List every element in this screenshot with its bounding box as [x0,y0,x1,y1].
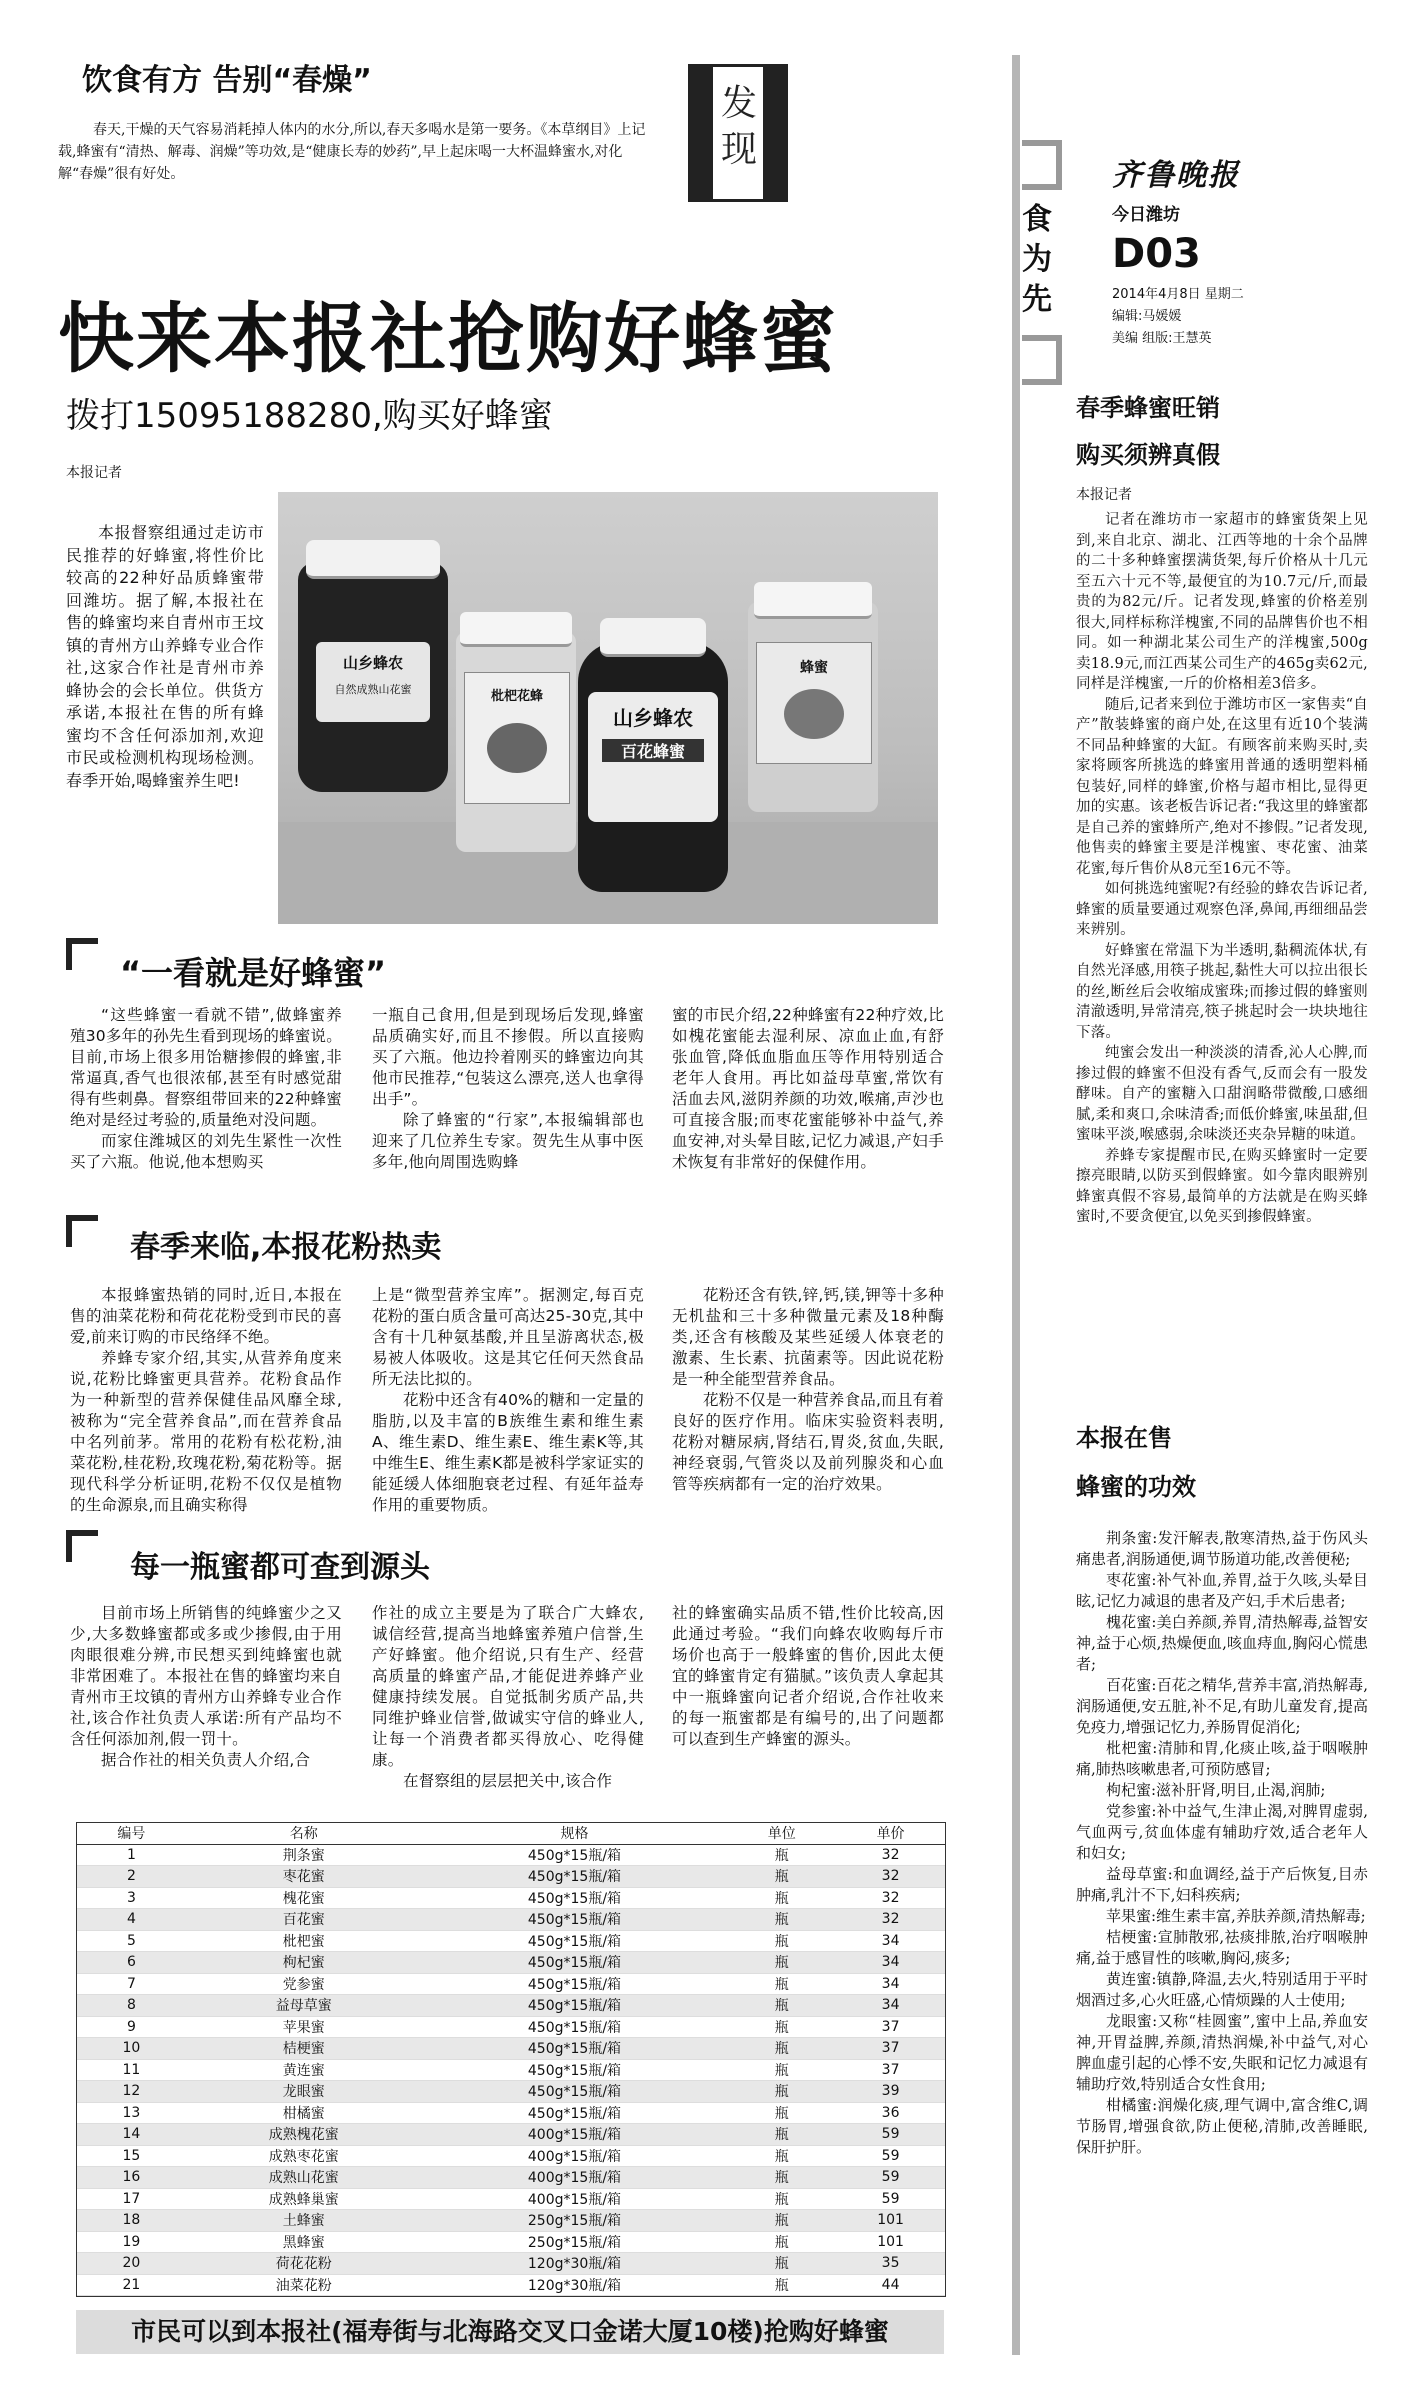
price-table-wrap [76,1822,946,2297]
jar-1-label: 山乡蜂农 [342,654,403,672]
section-2-p3: 上是“微型营养宝库”。据测定,每百克花粉的蛋白质含量可高达25-30克,其中含有十几种氨基酸,并且呈游离状态,极易被人体吸收。这是其它任何天然食品所无法比拟的。 [372,1286,644,1388]
section-1-p2: 而家住潍城区的刘先生紧性一次性买了六瓶。他说,他本想购买 [70,1132,342,1171]
sidebar-body [1076,510,1368,1228]
section-2-col-2 [372,1285,644,1516]
table-cell: 5 [77,1930,186,1952]
fret-ornament-top [1022,140,1062,190]
efficacy-block [1076,1418,1368,2158]
art-credit: 美编 组版:王慧英 [1112,331,1212,346]
table-cell: 成熟槐花蜜 [186,2124,422,2146]
table-row [77,1844,945,1866]
table-cell: 瓶 [727,2145,836,2167]
table-cell: 瓶 [727,1952,836,1974]
table-cell: 450g*15瓶/箱 [422,2102,728,2124]
list-item: 桔梗蜜:宣肺散邪,祛痰排脓,治疗咽喉肿痛,益于感冒性的咳嗽,胸闷,痰多; [1076,1928,1368,1967]
jar-4 [748,602,878,812]
section-2-p1: 本报蜂蜜热销的同时,近日,本报在售的油菜花粉和荷花花粉受到市民的喜爱,前来订购的市民络绎不绝。 [70,1286,342,1346]
table-cell: 6 [77,1952,186,1974]
table-cell: 37 [836,2038,945,2060]
table-cell: 101 [836,2210,945,2232]
table-cell: 槐花蜜 [186,1887,422,1909]
promo-text: 春天,干燥的天气容易消耗掉人体内的水分,所以,春天多喝水是第一要务。《本草纲目》上记载,蜂蜜有“清热、解毒、润燥”等功效,是“健康长寿的妙药”,早上起床喝一大杯温蜂蜜水,对化解“春燥”很有好处。 [58,122,646,182]
section-2-p2: 养蜂专家介绍,其实,从营养角度来说,花粉比蜂蜜更具营养。花粉食品作为一种新型的营养保健佳品风靡全球,被称为“完全营养食品”,而在营养食品中名列前茅。常用的花粉有松花粉,油菜花粉,桂花粉,玫瑰花粉,菊花粉等。据现代科学分析证明,花粉不仅仅是植物的生命源泉,而且确实称得 [70,1349,342,1514]
section-3-col-2 [372,1603,644,1792]
section-3-title: 每一瓶蜜都可查到源头 [130,1550,430,1585]
jar-3-sub: 百花蜂蜜 [602,739,704,762]
table-cell: 8 [77,1995,186,2017]
table-cell: 32 [836,1909,945,1931]
jar-2 [456,632,576,852]
list-item: 龙眼蜜:又称“桂圆蜜”,蜜中上品,养血安神,开胃益脾,养颜,清热润燥,补中益气,对心脾血虚引起的心悸不安,失眠和记忆力减退有辅助疗效,特别适合女性食用; [1076,2012,1368,2093]
masthead [1112,150,1352,346]
table-cell: 44 [836,2274,945,2296]
table-cell: 400g*15瓶/箱 [422,2124,728,2146]
table-cell: 瓶 [727,2038,836,2060]
table-header-cell: 单价 [836,1823,945,1844]
table-cell: 党参蜜 [186,1973,422,1995]
list-item: 荆条蜜:发汗解表,散寒清热,益于伤风头痛患者,润肠通便,调节肠道功能,改善便秘; [1076,1529,1368,1568]
table-row [77,1995,945,2017]
table-cell: 土蜂蜜 [186,2210,422,2232]
section-3-p1: 目前市场上所销售的纯蜂蜜少之又少,大多数蜂蜜都或多或少掺假,由于用肉眼很难分辨,市民想买到纯蜂蜜也就非常困难了。本报社在售的蜂蜜均来自青州市王坟镇的青州方山养蜂专业合作社,该合作社负责人承诺:所有产品均不含任何添加剂,假一罚十。 [70,1604,342,1748]
edition-name: 今日潍坊 [1112,205,1180,225]
table-cell: 桔梗蜜 [186,2038,422,2060]
table-cell: 荆条蜜 [186,1844,422,1866]
section-1-corner [66,938,98,970]
table-cell: 17 [77,2188,186,2210]
table-cell: 450g*15瓶/箱 [422,1930,728,1952]
table-cell: 枇杷蜜 [186,1930,422,1952]
table-cell: 益母草蜜 [186,1995,422,2017]
table-cell: 荷花花粉 [186,2253,422,2275]
table-row [77,2253,945,2275]
table-cell: 450g*15瓶/箱 [422,1844,728,1866]
table-cell: 37 [836,2059,945,2081]
table-cell: 瓶 [727,2016,836,2038]
table-cell: 32 [836,1866,945,1888]
column-name: 食为先 [1022,202,1052,317]
seal-text: 发现 [721,83,758,170]
honey-photo [278,492,938,924]
sidebar-p2: 随后,记者来到位于潍坊市区一家售卖“自产”散装蜂蜜的商户处,在这里有近10个装满不同品种蜂蜜的大缸。有顾客前来购买时,卖家将顾客所挑选的蜂蜜用普通的透明塑料桶包装好,同样的蜂蜜,价格与超市相比,显得更加的实惠。该老板告诉记者:“我这里的蜂蜜都是自己养的蜜蜂所产,绝对不掺假。”记者发现,他售卖的蜂蜜主要是洋槐蜜、枣花蜜、油菜花蜜,每斤售价从8元至16元不等。 [1076,696,1368,877]
table-cell: 1 [77,1844,186,1866]
jar-2-label: 枇杷花蜂 [490,689,543,704]
table-cell: 2 [77,1866,186,1888]
table-row [77,2188,945,2210]
table-row [77,2038,945,2060]
table-row [77,2145,945,2167]
section-1-p3: 一瓶自己食用,但是到现场后发现,蜂蜜品质确实好,而且不掺假。所以直接购买了六瓶。他边拎着刚买的蜂蜜边向其他市民推荐,“包装这么漂亮,送人也拿得出手”。 [372,1006,644,1108]
jar-3-label: 山乡蜂农 [613,706,693,730]
section-3-corner [66,1530,98,1562]
table-cell: 瓶 [727,2188,836,2210]
section-3-p4: 在督察组的层层把关中,该合作 [403,1772,613,1790]
vertical-rule [1012,55,1020,2355]
table-cell: 59 [836,2188,945,2210]
list-item: 柑橘蜜:润燥化痰,理气调中,富含维C,调节肠胃,增强食欲,防止便秘,清肺,改善睡眠,保肝护肝。 [1076,2096,1368,2156]
table-cell: 13 [77,2102,186,2124]
table-cell: 18 [77,2210,186,2232]
list-item: 槐花蜜:美白养颜,养胃,清热解毒,益智安神,益于心烦,热燥便血,咳血痔血,胸闷心慌患者; [1076,1613,1368,1673]
jar-3 [578,642,728,892]
table-row [77,2274,945,2296]
section-1-p1: “这些蜂蜜一看就不错”,做蜂蜜养殖30多年的孙先生看到现场的蜂蜜说。目前,市场上很多用饴糖掺假的蜂蜜,非常逼真,香气也很浓郁,甚至有时感觉甜得有些刺鼻。督察组带回来的22种蜂蜜绝对是经过考验的,质量绝对没问题。 [70,1006,342,1129]
table-row [77,1887,945,1909]
fret-ornament-bottom [1022,335,1062,385]
table-row [77,1952,945,1974]
jar-1-sub: 自然成熟山花蜜 [334,683,412,696]
table-cell: 15 [77,2145,186,2167]
sidebar [1076,388,1368,1228]
efficacy-title-2: 蜂蜜的功效 [1076,1473,1196,1501]
footer-banner: 市民可以到本报社(福寿街与北海路交叉口金诺大厦10楼)抢购好蜂蜜 [76,2310,944,2354]
table-cell: 瓶 [727,2274,836,2296]
table-cell: 瓶 [727,2253,836,2275]
section-2-p5: 花粉还含有铁,锌,钙,镁,钾等十多种无机盐和三十多种微量元素及18种酶类,还含有核酸及某些延缓人体衰老的激素、生长素、抗菌素等。因此说花粉是一种全能型营养食品。 [672,1286,944,1388]
table-cell: 瓶 [727,2081,836,2103]
sidebar-p3: 如何挑选纯蜜呢?有经验的蜂农告诉记者,蜂蜜的质量要通过观察色泽,鼻闻,再细细品尝来辨别。 [1076,881,1368,938]
section-3-p3: 作社的成立主要是为了联合广大蜂农,诚信经营,提高当地蜂蜜养殖户信誉,生产好蜂蜜。他介绍说,只有生产、经营高质量的蜂蜜产品,才能促进养蜂产业健康持续发展。自觉抵制劣质产品,共同维护蜂业信誉,做诚实守信的蜂业人,让每一个消费者都买得放心、吃得健康。 [372,1604,644,1769]
list-item: 黄连蜜:镇静,降温,去火,特别适用于平时烟酒过多,心火旺盛,心情烦躁的人士使用; [1076,1970,1368,2009]
table-cell: 19 [77,2231,186,2253]
table-cell: 250g*15瓶/箱 [422,2210,728,2232]
table-header-cell: 单位 [727,1823,836,1844]
table-header-cell: 规格 [422,1823,728,1844]
table-cell: 32 [836,1844,945,1866]
section-2-p6: 花粉不仅是一种营养食品,而且有着良好的医疗作用。临床实验资料表明,花粉对糖尿病,肾结石,胃炎,贫血,失眠,神经衰弱,气管炎以及前列腺炎和心血管等疾病都有一定的治疗效果。 [672,1391,944,1493]
promo-block [58,55,658,185]
table-cell: 450g*15瓶/箱 [422,1952,728,1974]
table-cell: 120g*30瓶/箱 [422,2274,728,2296]
section-1-p4: 除了蜂蜜的“行家”,本报编辑部也迎来了几位养生专家。贺先生从事中医多年,他向周围选购蜂 [372,1111,644,1171]
table-cell: 450g*15瓶/箱 [422,1887,728,1909]
table-cell: 120g*30瓶/箱 [422,2253,728,2275]
table-row [77,2081,945,2103]
table-row [77,2124,945,2146]
table-cell: 59 [836,2167,945,2189]
table-cell: 101 [836,2231,945,2253]
section-1-col-2 [372,1005,644,1173]
list-item: 枣花蜜:补气补血,养胃,益于久咳,头晕目眩,记忆力减退的患者及产妇,手术后患者; [1076,1571,1368,1610]
table-row [77,1930,945,1952]
table-cell: 百花蜜 [186,1909,422,1931]
table-cell: 59 [836,2124,945,2146]
section-3-col-3 [672,1603,944,1750]
jar-4-label: 蜂蜜 [800,660,828,676]
price-table [77,1823,945,2296]
table-cell: 瓶 [727,1866,836,1888]
section-2-p4: 花粉中还含有40%的糖和一定量的脂肪,以及丰富的B族维生素和维生素A、维生素D、维生素E、维生素K等,其中维生E、维生素K都是被科学家证实的能延缓人体细胞衰老过程、有延年益寿作用的重要物质。 [372,1391,644,1514]
sidebar-title-1: 春季蜂蜜旺销 [1076,394,1220,422]
section-1-col-3 [672,1005,944,1173]
table-cell: 20 [77,2253,186,2275]
section-1-col-1 [70,1005,342,1173]
list-item: 枇杷蜜:清肺和胃,化痰止咳,益于咽喉肿痛,肺热咳嗽患者,可预防感冒; [1076,1739,1368,1778]
table-cell: 39 [836,2081,945,2103]
jar-1 [298,562,448,792]
sidebar-p4: 好蜂蜜在常温下为半透明,黏稠流体状,有自然光泽感,用筷子挑起,黏性大可以拉出很长的丝,断丝后会收缩成蜜珠;而掺过假的蜂蜜则清澈透明,异常清亮,筷子挑起时会一块块地往下落。 [1076,942,1368,1041]
promo-title: 饮食有方 告别“春燥” [82,63,372,98]
table-cell: 450g*15瓶/箱 [422,2038,728,2060]
table-row [77,2231,945,2253]
table-cell: 瓶 [727,2210,836,2232]
table-cell: 4 [77,1909,186,1931]
table-cell: 瓶 [727,2124,836,2146]
section-3-col-1 [70,1603,342,1771]
editor-credit: 编辑:马媛媛 [1112,309,1182,324]
table-cell: 250g*15瓶/箱 [422,2231,728,2253]
table-cell: 21 [77,2274,186,2296]
table-cell: 7 [77,1973,186,1995]
table-cell: 400g*15瓶/箱 [422,2145,728,2167]
table-cell: 450g*15瓶/箱 [422,2016,728,2038]
table-cell: 34 [836,1995,945,2017]
table-cell: 35 [836,2253,945,2275]
list-item: 枸杞蜜:滋补肝肾,明目,止渴,润肺; [1106,1781,1326,1799]
table-cell: 450g*15瓶/箱 [422,1973,728,1995]
lead-paragraph [66,522,264,792]
table-cell: 34 [836,1973,945,1995]
table-cell: 瓶 [727,1995,836,2017]
efficacy-title-1: 本报在售 [1076,1424,1172,1452]
table-cell: 瓶 [727,2167,836,2189]
table-cell: 油菜花粉 [186,2274,422,2296]
table-cell: 32 [836,1887,945,1909]
table-cell: 瓶 [727,1973,836,1995]
table-row [77,2059,945,2081]
table-cell: 450g*15瓶/箱 [422,1866,728,1888]
table-cell: 3 [77,1887,186,1909]
section-3-p5: 社的蜂蜜确实品质不错,性价比较高,因此通过考验。“我们向蜂农收购每斤市场价也高于一般蜂蜜的售价,因此太便宜的蜂蜜肯定有猫腻。”该负责人拿起其中一瓶蜂蜜向记者介绍说,合作社收来的每一瓶蜜都是有编号的,出了问题都可以查到生产蜂蜜的源头。 [672,1604,944,1748]
table-cell: 450g*15瓶/箱 [422,1995,728,2017]
table-cell: 瓶 [727,1887,836,1909]
table-cell: 59 [836,2145,945,2167]
section-2-title: 春季来临,本报花粉热卖 [130,1230,442,1265]
table-cell: 枸杞蜜 [186,1952,422,1974]
table-cell: 瓶 [727,1930,836,1952]
table-row [77,2016,945,2038]
list-item: 苹果蜜:维生素丰富,养肤养颜,清热解毒; [1106,1907,1366,1925]
section-1-title: “一看就是好蜂蜜” [120,954,387,992]
table-cell: 瓶 [727,1844,836,1866]
table-cell: 瓶 [727,2102,836,2124]
table-header-cell: 编号 [77,1823,186,1844]
table-row [77,2167,945,2189]
table-body [77,1844,945,2296]
table-cell: 11 [77,2059,186,2081]
table-cell: 14 [77,2124,186,2146]
table-row [77,1973,945,1995]
efficacy-list [1076,1528,1368,2158]
table-cell: 400g*15瓶/箱 [422,2167,728,2189]
lead-text: 本报督察组通过走访市民推荐的好蜂蜜,将性价比较高的22种好品质蜂蜜带回潍坊。据了解,本报社在售的蜂蜜均来自青州市王坟镇的青州方山养蜂专业合作社,这家合作社是青州市养蜂协会的会长单位。供货方承诺,本报社在售的所有蜂蜜均不含任何添加剂,欢迎市民或检测机构现场检测。春季开始,喝蜂蜜养生吧! [66,523,264,790]
table-cell: 450g*15瓶/箱 [422,2059,728,2081]
table-cell: 450g*15瓶/箱 [422,1909,728,1931]
main-headline: 快来本报社抢购好蜂蜜 [58,294,838,383]
table-cell: 瓶 [727,2231,836,2253]
section-2-col-3 [672,1285,944,1495]
sidebar-byline: 本报记者 [1076,487,1132,503]
table-cell: 柑橘蜜 [186,2102,422,2124]
table-cell: 黑蜂蜜 [186,2231,422,2253]
list-item: 党参蜜:补中益气,生津止渴,对脾胃虚弱,气血两亏,贫血体虚有辅助疗效,适合老年人和妇女; [1076,1802,1368,1862]
section-2-corner [66,1215,98,1247]
brand-logo: 齐鲁晚报 [1112,158,1240,193]
table-cell: 34 [836,1952,945,1974]
sidebar-title-2: 购买须辨真假 [1076,441,1220,469]
sidebar-p5: 纯蜜会发出一种淡淡的清香,沁人心脾,而掺过假的蜂蜜不但没有香气,反而会有一股发酵味。自产的蜜糖入口甜润略带微酸,口感细腻,柔和爽口,余味清香;而低价蜂蜜,味虽甜,但蜜味平淡,喉感弱,余味淡还夹杂异糖的味道。 [1076,1045,1368,1143]
table-row [77,1866,945,1888]
table-row [77,2210,945,2232]
table-cell: 16 [77,2167,186,2189]
issue-date: 2014年4月8日 星期二 [1112,287,1244,302]
table-cell: 9 [77,2016,186,2038]
table-cell: 36 [836,2102,945,2124]
promo-seal [688,64,788,202]
table-cell: 成熟枣花蜜 [186,2145,422,2167]
table-cell: 34 [836,1930,945,1952]
table-cell: 37 [836,2016,945,2038]
sidebar-p1: 记者在潍坊市一家超市的蜂蜜货架上见到,来自北京、湖北、江西等地的十余个品牌的二十多种蜂蜜摆满货架,每斤价格从十几元至五六十元不等,最便宜的为10.7元/斤,而最贵的为82元/斤。记者发现,蜂蜜的价格差别很大,同样标称洋槐蜜,不同的品牌售价也不相同。如一种湖北某公司生产的洋槐蜜,500g卖18.9元,而江西某公司生产的465g卖62元,同样是洋槐蜜,一斤的价格相差3倍多。 [1076,512,1368,692]
section-2-col-1 [70,1285,342,1516]
table-cell: 450g*15瓶/箱 [422,2081,728,2103]
table-cell: 成熟山花蜜 [186,2167,422,2189]
list-item: 百花蜜:百花之精华,营养丰富,消热解毒,润肠通便,安五脏,补不足,有助儿童发育,提高免疫力,增强记忆力,养肠胃促消化; [1076,1676,1368,1736]
sidebar-p6: 养蜂专家提醒市民,在购买蜂蜜时一定要擦亮眼睛,以防买到假蜂蜜。如今靠肉眼辨别蜂蜜真假不容易,最简单的方法就是在购买蜂蜜时,不要贪便宜,以免买到掺假蜂蜜。 [1076,1147,1368,1225]
table-row [77,1909,945,1931]
table-cell: 400g*15瓶/箱 [422,2188,728,2210]
table-cell: 成熟蜂巢蜜 [186,2188,422,2210]
section-1-p5: 蜜的市民介绍,22种蜂蜜有22种疗效,比如槐花蜜能去湿利尿、凉血止血,有舒张血管,降低血脂血压等作用特别适合老年人食用。再比如益母草蜜,常饮有活血去风,滋阴养颜的功效,喉痛,声沙也可直接含服;而枣花蜜能够补中益气,养血安神,对头晕目眩,记忆力减退,产妇手术恢复有非常好的保健作用。 [672,1006,944,1171]
table-header-cell: 名称 [186,1823,422,1844]
table-cell: 12 [77,2081,186,2103]
table-header-row [77,1823,945,1844]
table-cell: 龙眼蜜 [186,2081,422,2103]
main-subhead: 拨打15095188280,购买好蜂蜜 [66,396,553,436]
main-byline: 本报记者 [66,465,122,481]
table-row [77,2102,945,2124]
section-3-p2: 据合作社的相关负责人介绍,合 [101,1751,311,1769]
page-number: D03 [1112,231,1201,277]
list-item: 益母草蜜:和血调经,益于产后恢复,目赤肿痛,乳汁不下,妇科疾病; [1076,1865,1368,1904]
table-cell: 10 [77,2038,186,2060]
table-cell: 黄连蜜 [186,2059,422,2081]
table-cell: 瓶 [727,1909,836,1931]
table-cell: 枣花蜜 [186,1866,422,1888]
table-cell: 苹果蜜 [186,2016,422,2038]
table-cell: 瓶 [727,2059,836,2081]
